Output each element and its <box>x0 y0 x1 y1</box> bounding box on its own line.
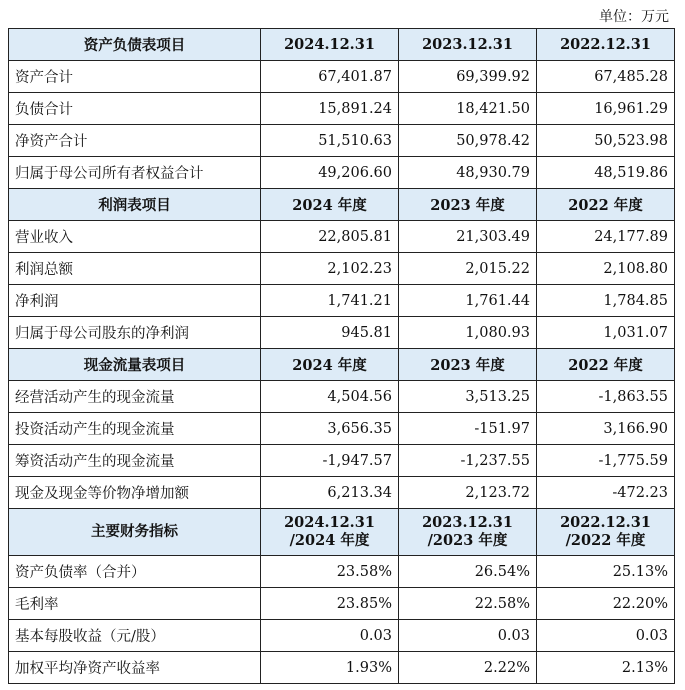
value-cell: 3,656.35 <box>261 413 399 445</box>
table-row <box>9 381 675 413</box>
value-cell: 22,805.81 <box>261 221 399 253</box>
table-row <box>9 285 675 317</box>
value-cell: 67,485.28 <box>537 61 675 93</box>
value-cell: 4,504.56 <box>261 381 399 413</box>
value-cell: 50,523.98 <box>537 125 675 157</box>
value-cell: 50,978.42 <box>399 125 537 157</box>
table-row <box>9 413 675 445</box>
column-header: 2023.12.31 <box>399 29 537 61</box>
value-cell: 1,784.85 <box>537 285 675 317</box>
row-label: 基本每股收益（元/股） <box>9 620 261 652</box>
value-cell: -1,863.55 <box>537 381 675 413</box>
column-header: 2022 年度 <box>537 189 675 221</box>
value-cell: 1,761.44 <box>399 285 537 317</box>
table-row <box>9 93 675 125</box>
value-cell: 26.54% <box>399 556 537 588</box>
column-header: 2023 年度 <box>399 189 537 221</box>
value-cell: 3,513.25 <box>399 381 537 413</box>
column-header: 2024.12.31 <box>261 29 399 61</box>
value-cell: 3,166.90 <box>537 413 675 445</box>
value-cell: -1,237.55 <box>399 445 537 477</box>
financial-table <box>8 28 675 684</box>
value-cell: 2.13% <box>537 652 675 684</box>
table-row <box>9 253 675 285</box>
value-cell: 2.22% <box>399 652 537 684</box>
section-header-row <box>9 189 675 221</box>
section-header-row <box>9 509 675 556</box>
table-row <box>9 221 675 253</box>
value-cell: 0.03 <box>537 620 675 652</box>
value-cell: 23.58% <box>261 556 399 588</box>
value-cell: 2,123.72 <box>399 477 537 509</box>
value-cell: -1,775.59 <box>537 445 675 477</box>
table-row <box>9 556 675 588</box>
value-cell: 0.03 <box>399 620 537 652</box>
table-row <box>9 61 675 93</box>
section-title: 资产负债表项目 <box>9 29 261 61</box>
row-label: 营业收入 <box>9 221 261 253</box>
section-title: 现金流量表项目 <box>9 349 261 381</box>
column-header: 2023 年度 <box>399 349 537 381</box>
row-label: 投资活动产生的现金流量 <box>9 413 261 445</box>
table-row <box>9 125 675 157</box>
row-label: 归属于母公司所有者权益合计 <box>9 157 261 189</box>
section-header-row <box>9 29 675 61</box>
row-label: 负债合计 <box>9 93 261 125</box>
table-row <box>9 620 675 652</box>
value-cell: 18,421.50 <box>399 93 537 125</box>
value-cell: 945.81 <box>261 317 399 349</box>
column-header: 2024 年度 <box>261 189 399 221</box>
table-row <box>9 477 675 509</box>
column-header: 2024 年度 <box>261 349 399 381</box>
column-header: 2024.12.31 /2024 年度 <box>261 509 399 556</box>
value-cell: 15,891.24 <box>261 93 399 125</box>
table-row <box>9 652 675 684</box>
value-cell: 51,510.63 <box>261 125 399 157</box>
section-title: 利润表项目 <box>9 189 261 221</box>
value-cell: 69,399.92 <box>399 61 537 93</box>
value-cell: 23.85% <box>261 588 399 620</box>
value-cell: 2,102.23 <box>261 253 399 285</box>
value-cell: 22.20% <box>537 588 675 620</box>
value-cell: 48,930.79 <box>399 157 537 189</box>
table-row <box>9 157 675 189</box>
row-label: 筹资活动产生的现金流量 <box>9 445 261 477</box>
value-cell: 1,031.07 <box>537 317 675 349</box>
section-header-row <box>9 349 675 381</box>
value-cell: 2,108.80 <box>537 253 675 285</box>
column-header: 2022.12.31 /2022 年度 <box>537 509 675 556</box>
row-label: 归属于母公司股东的净利润 <box>9 317 261 349</box>
value-cell: 22.58% <box>399 588 537 620</box>
financial-table-body <box>9 29 675 684</box>
unit-label: 单位：万元 <box>599 9 669 25</box>
value-cell: -472.23 <box>537 477 675 509</box>
row-label: 加权平均净资产收益率 <box>9 652 261 684</box>
value-cell: 24,177.89 <box>537 221 675 253</box>
row-label: 经营活动产生的现金流量 <box>9 381 261 413</box>
value-cell: 25.13% <box>537 556 675 588</box>
table-row <box>9 588 675 620</box>
row-label: 资产合计 <box>9 61 261 93</box>
value-cell: 1.93% <box>261 652 399 684</box>
value-cell: -1,947.57 <box>261 445 399 477</box>
column-header: 2022.12.31 <box>537 29 675 61</box>
section-title: 主要财务指标 <box>9 509 261 556</box>
value-cell: 6,213.34 <box>261 477 399 509</box>
value-cell: 0.03 <box>261 620 399 652</box>
row-label: 毛利率 <box>9 588 261 620</box>
row-label: 利润总额 <box>9 253 261 285</box>
row-label: 净资产合计 <box>9 125 261 157</box>
value-cell: 1,080.93 <box>399 317 537 349</box>
value-cell: 21,303.49 <box>399 221 537 253</box>
column-header: 2022 年度 <box>537 349 675 381</box>
value-cell: 48,519.86 <box>537 157 675 189</box>
value-cell: 67,401.87 <box>261 61 399 93</box>
value-cell: 16,961.29 <box>537 93 675 125</box>
row-label: 净利润 <box>9 285 261 317</box>
value-cell: -151.97 <box>399 413 537 445</box>
value-cell: 49,206.60 <box>261 157 399 189</box>
table-row <box>9 445 675 477</box>
value-cell: 1,741.21 <box>261 285 399 317</box>
row-label: 资产负债率（合并） <box>9 556 261 588</box>
value-cell: 2,015.22 <box>399 253 537 285</box>
table-row <box>9 317 675 349</box>
column-header: 2023.12.31 /2023 年度 <box>399 509 537 556</box>
row-label: 现金及现金等价物净增加额 <box>9 477 261 509</box>
